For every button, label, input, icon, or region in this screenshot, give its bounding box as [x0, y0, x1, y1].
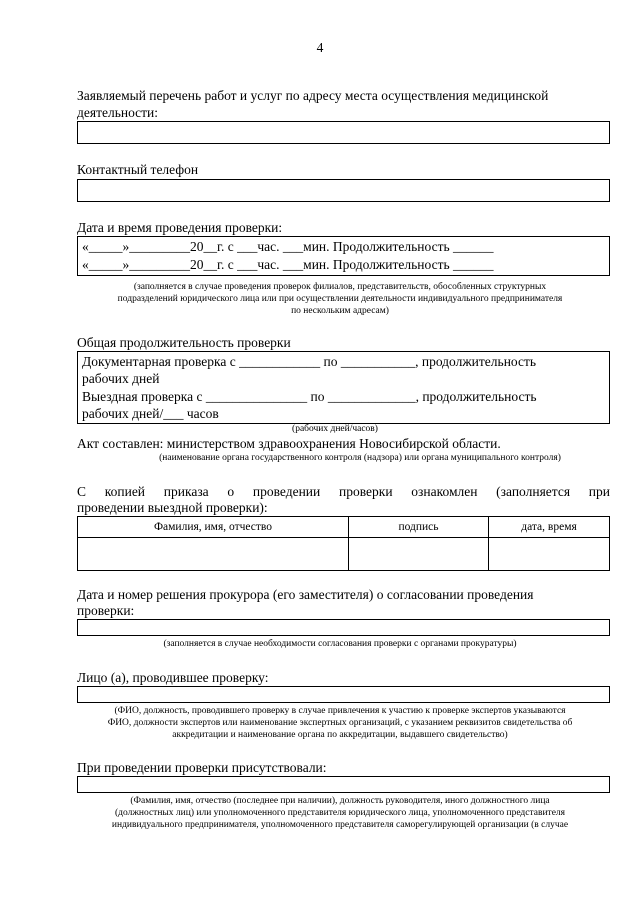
- cell-fio[interactable]: [78, 538, 349, 571]
- services-field[interactable]: [77, 121, 610, 144]
- copy-order-label-line1: С копией приказа о проведении проверки ознакомлен (заполняется при: [77, 484, 610, 499]
- datetime-box[interactable]: [77, 236, 610, 276]
- copy-order-table: [77, 516, 610, 571]
- present-note-line1: (Фамилия, имя, отчество (последнее при наличии), должность руководителя, иного должностного лица: [130, 796, 550, 806]
- table-header-row: [78, 517, 610, 538]
- datetime-note-line2: подразделений юридического лица или при осуществлении деятельности индивидуального предпринимателя: [117, 294, 563, 304]
- present-note-line2: (должностных лиц) или уполномоченного представителя юридического лица, уполномоченного представителя: [114, 808, 566, 818]
- prosecutor-label-line1: Дата и номер решения прокурора (его заместителя) о согласовании проведения: [77, 587, 534, 602]
- table-row: [78, 538, 610, 571]
- present-note-line3: индивидуального предпринимателя, уполномоченного представителя саморегулирующей организации (в случае: [111, 820, 569, 830]
- act-note: (наименование органа государственного контроля (надзора) или органа муниципального контроля): [159, 453, 561, 463]
- phone-label: Контактный телефон: [77, 162, 199, 177]
- services-label-line1: Заявляемый перечень работ и услуг по адресу места осуществления медицинской: [77, 88, 549, 103]
- inspector-note-line2: ФИО, должности экспертов или наименование экспертных организаций, с указанием реквизитов свидетельства об: [107, 718, 573, 728]
- datetime-label: Дата и время проведения проверки:: [77, 220, 283, 235]
- inspector-field[interactable]: [77, 686, 610, 703]
- duration-line3: Выездная проверка с _______________ по _____________, продолжительность: [82, 389, 537, 404]
- prosecutor-label-line2: проверки:: [77, 603, 135, 618]
- column-header-datetime: дата, время: [489, 517, 610, 538]
- duration-line2: рабочих дней: [82, 371, 160, 386]
- column-header-signature: подпись: [349, 517, 489, 538]
- services-label-line2: деятельности:: [77, 105, 159, 120]
- datetime-row-2: «_____»_________20__г. с ___час. ___мин. Продолжительность ______: [82, 257, 494, 272]
- duration-label: Общая продолжительность проверки: [77, 335, 291, 350]
- datetime-note-line3: по нескольким адресам): [291, 306, 389, 316]
- present-field[interactable]: [77, 776, 610, 793]
- duration-box[interactable]: [77, 351, 610, 424]
- duration-line1: Документарная проверка с ____________ по ___________, продолжительность: [82, 354, 537, 369]
- inspector-note-line3: аккредитации и наименование органа по аккредитации, выдавшего свидетельство): [172, 730, 508, 740]
- page-number: 4: [316, 40, 324, 55]
- datetime-row-1: «_____»_________20__г. с ___час. ___мин. Продолжительность ______: [82, 239, 494, 254]
- inspector-label: Лицо (а), проводившее проверку:: [77, 670, 269, 685]
- datetime-note-line1: (заполняется в случае проведения проверок филиалов, представительств, обособленных структурных: [133, 282, 547, 292]
- prosecutor-field[interactable]: [77, 619, 610, 636]
- copy-order-label-line2: проведении выездной проверки):: [77, 500, 268, 515]
- cell-datetime[interactable]: [489, 538, 610, 571]
- present-label: При проведении проверки присутствовали:: [77, 760, 327, 775]
- act-text: Акт составлен: министерством здравоохранения Новосибирской области.: [77, 436, 501, 451]
- duration-note: (рабочих дней/часов): [292, 424, 378, 434]
- duration-line4: рабочих дней/___ часов: [82, 406, 219, 421]
- prosecutor-note: (заполняется в случае необходимости согласования проверки с органами прокуратуры): [163, 639, 517, 649]
- cell-signature[interactable]: [349, 538, 489, 571]
- phone-field[interactable]: [77, 179, 610, 202]
- column-header-fio: Фамилия, имя, отчество: [78, 517, 349, 538]
- inspector-note-line1: (ФИО, должность, проводившего проверку в случае привлечения к участию к проверке экспертов указываются: [114, 706, 566, 716]
